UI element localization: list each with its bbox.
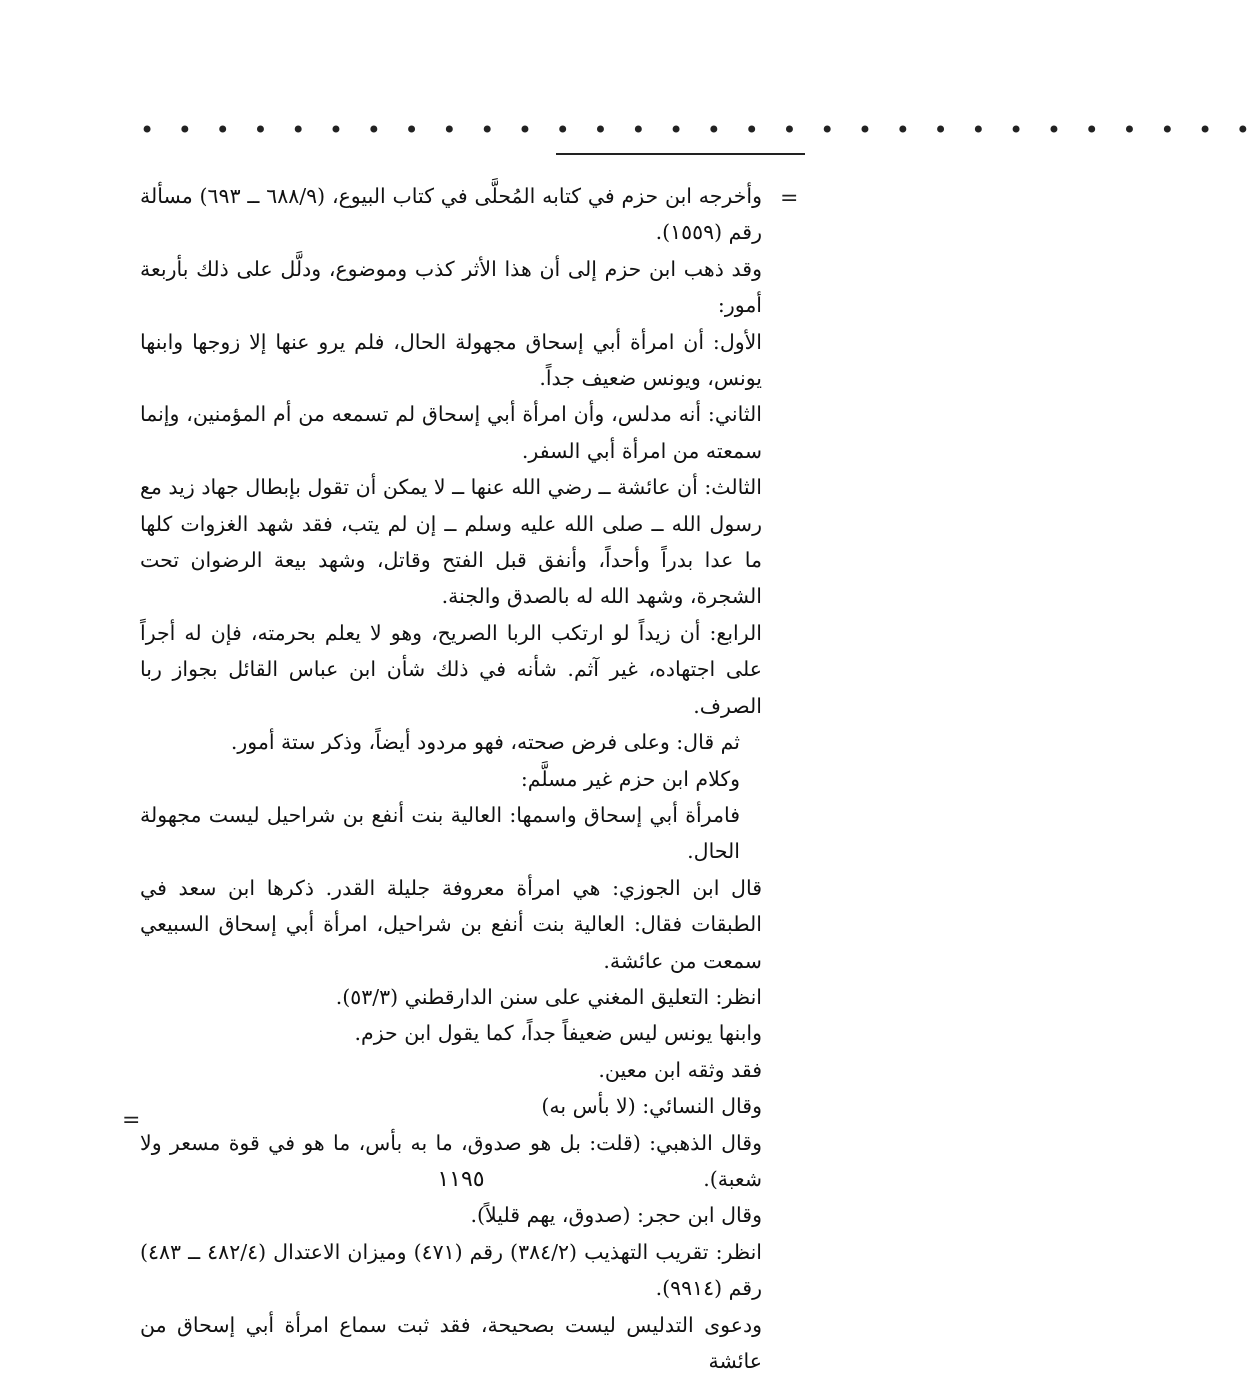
paragraph: الثالث: أن عائشة ــ رضي الله عنها ــ لا يمكن أن تقول بإبطال جهاد زيد مع رسول الله ــ صلى الله عليه وسلم ــ إن لم يتب، فقد شهد الغزوات كلها ما عدا بدراً وأحداً، وأنفق قبل الفتح وقاتل، وشهد بيعة الرضوان تحت الشجرة، وشهد الله له بالصدق والجنة.: [140, 475, 762, 609]
paragraph: الرابع: أن زيداً لو ارتكب الربا الصريح، وهو لا يعلم بحرمته، فإن له أجراً على اجتهاده، غير آثم. شأنه في ذلك شأن ابن عباس القائل بجواز ربا الصرف.: [140, 620, 762, 718]
paragraph: فقد وثقه ابن معين.: [598, 1057, 762, 1082]
paragraph: وأخرجه ابن حزم في كتابه المُحلَّى في كتاب البيوع، (٦٨٨/٩ ــ ٦٩٣) مسألة رقم (١٥٥٩).: [140, 184, 763, 245]
paragraph: وقد ذهب ابن حزم إلى أن هذا الأثر كذب وموضوع، ودلَّل على ذلك بأربعة أمور:: [140, 256, 762, 318]
paragraph: الثاني: أنه مدلس، وأن امرأة أبي إسحاق لم تسمعه من أم المؤمنين، وإنما سمعته من امرأة أبي السفر.: [140, 402, 762, 463]
paragraph: وابنها يونس ليس ضعيفاً جداً، كما يقول ابن حزم.: [354, 1021, 762, 1046]
dotted-separator: • • • • • • • • • • • • • • • • • • • • • • • • • • • • • •: [140, 116, 1258, 144]
paragraph: ودعوى التدليس ليست بصحيحة، فقد ثبت سماع امرأة أبي إسحاق من عائشة: [140, 1312, 762, 1373]
paragraph: وكلام ابن حزم غير مسلَّم:: [520, 766, 740, 791]
footnote-rule: [556, 153, 805, 155]
paragraph: وقال النسائي: (لا بأس به): [541, 1094, 762, 1119]
paragraph: وقال الذهبي: (قلت: بل هو صدوق، ما به بأس، ما هو في قوة مسعر ولا شعبة).: [140, 1130, 762, 1191]
paragraph: ثم قال: وعلى فرض صحته، فهو مردود أيضاً، وذكر ستة أمور.: [230, 730, 740, 755]
footnote-body: [140, 178, 762, 1379]
paragraph: الأول: أن امرأة أبي إسحاق مجهولة الحال، فلم يرو عنها إلا زوجها وابنها يونس، ويونس ضعيف جداً.: [140, 329, 762, 391]
paragraph: قال ابن الجوزي: هي امرأة معروفة جليلة القدر. ذكرها ابن سعد في الطبقات فقال: العالية بنت أنفع بن شراحيل، امرأة أبي إسحاق السبيعي سمعت من عائشة.: [140, 875, 762, 973]
paragraph: انظر: تقريب التهذيب (٣٨٤/٢) رقم (٤٧١) وميزان الاعتدال (٤٨٢/٤ ــ ٤٨٣) رقم (٩٩١٤).: [140, 1239, 763, 1301]
continuation-mark-bottom: =: [122, 1108, 141, 1133]
paragraph: فامرأة أبي إسحاق واسمها: العالية بنت أنفع بن شراحيل ليست مجهولة الحال.: [140, 802, 740, 864]
continuation-mark-top: =: [780, 186, 799, 211]
paragraph: وقال ابن حجر: (صدوق، يهم قليلاً).: [470, 1203, 762, 1228]
paragraph: انظر: التعليق المغني على سنن الدارقطني (٥٣/٣).: [335, 984, 762, 1009]
page-number: ١١٩٥: [437, 1167, 485, 1192]
